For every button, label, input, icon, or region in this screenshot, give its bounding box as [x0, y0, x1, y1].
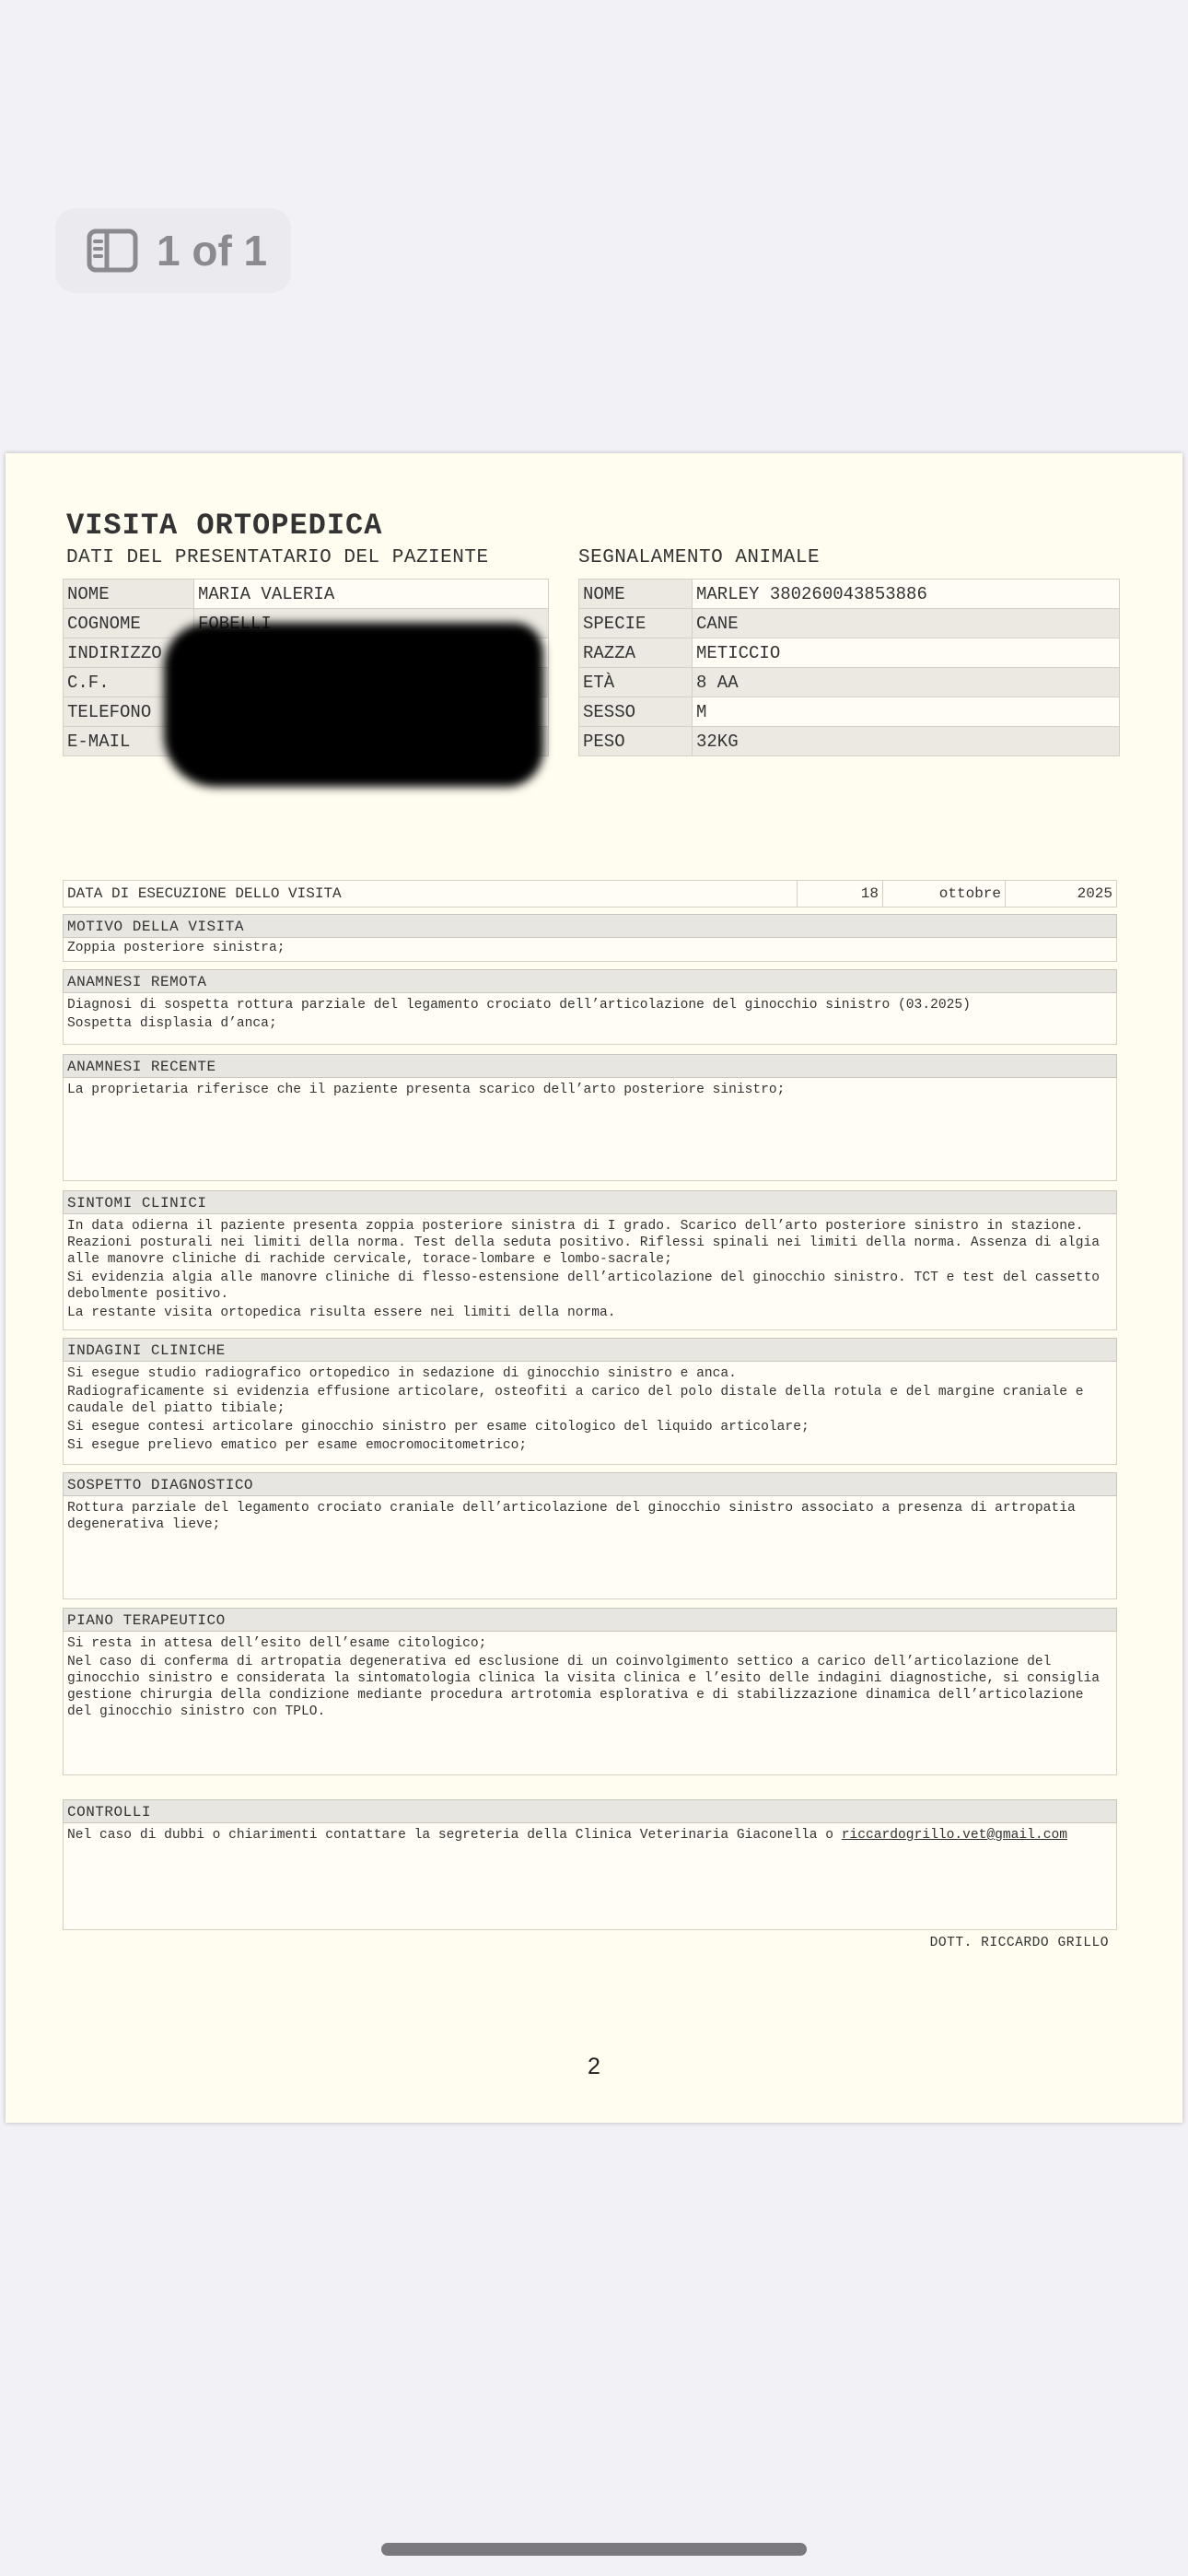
section-line: Si esegue studio radiografico ortopedico in sedazione di ginocchio sinistro e anca.: [67, 1366, 737, 1381]
section-motivo: [63, 914, 1117, 962]
visit-date-day: 18: [798, 881, 883, 907]
section-sospetto: [63, 1472, 1117, 1599]
document-title: VISITA ORTOPEDICA: [66, 509, 383, 543]
table-row: ETÀ 8 AA: [579, 668, 1120, 697]
section-line: Nel caso di conferma di artropatia degenerativa ed esclusione di un coinvolgimento settico a carico dell’articolazione del ginocchio sinistro e considerata la sintomatologia clinica la visita clinica e l’esito delle indagini diagnostiche, si consiglia gestione chirurgia della condizione mediante procedura artrotomia esplorativa e di stabilizzazione dinamica dell’articolazione del ginocchio sinistro con TPLO.: [67, 1655, 1100, 1719]
section-title: MOTIVO DELLA VISITA: [63, 914, 1117, 938]
section-anamnesi-remota: [63, 969, 1117, 1045]
section-title: PIANO TERAPEUTICO: [63, 1608, 1117, 1632]
section-title: ANAMNESI REMOTA: [63, 969, 1117, 993]
table-row: SESSO M: [579, 697, 1120, 727]
section-indagini: [63, 1338, 1117, 1465]
section-line: Sospetta displasia d’anca;: [67, 1016, 277, 1031]
section-line: Diagnosi di sospetta rottura parziale del legamento crociato dell’articolazione del ginocchio sinistro (03.2025): [67, 998, 971, 1013]
section-line: La restante visita ortopedica risulta essere nei limiti della norma.: [67, 1306, 616, 1320]
visit-date-label: DATA DI ESECUZIONE DELLO VISITA: [64, 881, 798, 907]
table-row: TELEFONO: [64, 697, 549, 727]
table-row: C.F.: [64, 668, 549, 697]
section-line: Zoppia posteriore sinistra;: [67, 941, 285, 955]
section-sintomi: [63, 1190, 1117, 1330]
section-piano: [63, 1608, 1117, 1775]
owner-section-heading: DATI DEL PRESENTATARIO DEL PAZIENTE: [66, 547, 489, 568]
animal-table: [578, 579, 1120, 756]
redaction-scribble: [164, 623, 543, 787]
section-line: La proprietaria riferisce che il paziente presenta scarico dell’arto posteriore sinistro;: [67, 1083, 786, 1097]
section-controlli: [63, 1799, 1117, 1930]
page-indicator-label: 1 of 1: [157, 227, 268, 275]
section-line: Nel caso di dubbi o chiarimenti contattare la segreteria della Clinica Veterinaria Giaconella o: [67, 1828, 842, 1843]
section-line: Radiograficamente si evidenzia effusione articolare, osteofiti a carico del polo distale della rotula e del margine craniale e caudale del piatto tibiale;: [67, 1385, 1084, 1416]
section-line: Si esegue contesi articolare ginocchio sinistro per esame citologico del liquido articolare;: [67, 1420, 809, 1434]
section-title: ANAMNESI RECENTE: [63, 1054, 1117, 1078]
doctor-signature: DOTT. RICCARDO GRILLO: [929, 1936, 1109, 1950]
email-link[interactable]: riccardogrillo.vet@gmail.com: [841, 1828, 1067, 1843]
visit-date-month: ottobre: [883, 881, 1006, 907]
section-line: Rottura parziale del legamento crociato craniale dell’articolazione del ginocchio sinistro associato a presenza di artropatia degenerativa lieve;: [67, 1501, 1076, 1532]
section-line: Si esegue prelievo ematico per esame emocromocitometrico;: [67, 1438, 528, 1453]
table-row: RAZZA METICCIO: [579, 638, 1120, 668]
section-title: SOSPETTO DIAGNOSTICO: [63, 1472, 1117, 1496]
section-title: CONTROLLI: [63, 1799, 1117, 1823]
section-title: INDAGINI CLINICHE: [63, 1338, 1117, 1362]
page-indicator-button[interactable]: [55, 208, 291, 293]
section-anamnesi-recente: [63, 1054, 1117, 1181]
document-page[interactable]: [6, 453, 1182, 2123]
table-row: NOME MARIA VALERIA: [64, 580, 549, 609]
table-row: COGNOME: [64, 609, 549, 638]
visit-date-row: [63, 880, 1117, 907]
table-row: E-MAIL: [64, 727, 549, 756]
section-line: In data odierna il paziente presenta zoppia posteriore sinistra di I grado. Scarico dell’arto posteriore sinistro in stazione. Reazioni posturali nei limiti della norma. Test della seduta positivo. Riflessi spinali nei limiti della norma. Assenza di algia alle manovre cliniche di rachide cervicale, torace-lombare e lombo-sacrale;: [67, 1219, 1100, 1267]
home-indicator[interactable]: [381, 2543, 807, 2556]
table-row: PESO 32KG: [579, 727, 1120, 756]
page-number: 2: [588, 2054, 600, 2079]
section-line: Si resta in attesa dell’esito dell’esame citologico;: [67, 1636, 487, 1651]
table-row: SPECIE CANE: [579, 609, 1120, 638]
section-line: Si evidenzia algia alle manovre cliniche di flesso-estensione dell’articolazione del ginocchio sinistro. TCT e test del cassetto debolmente positivo.: [67, 1270, 1100, 1302]
animal-section-heading: SEGNALAMENTO ANIMALE: [578, 547, 821, 568]
table-row: NOME MARLEY 380260043853886: [579, 580, 1120, 609]
visit-date-year: 2025: [1077, 885, 1112, 902]
sidebar-icon: [87, 228, 138, 273]
table-row: INDIRIZZO: [64, 638, 549, 668]
section-title: SINTOMI CLINICI: [63, 1190, 1117, 1214]
